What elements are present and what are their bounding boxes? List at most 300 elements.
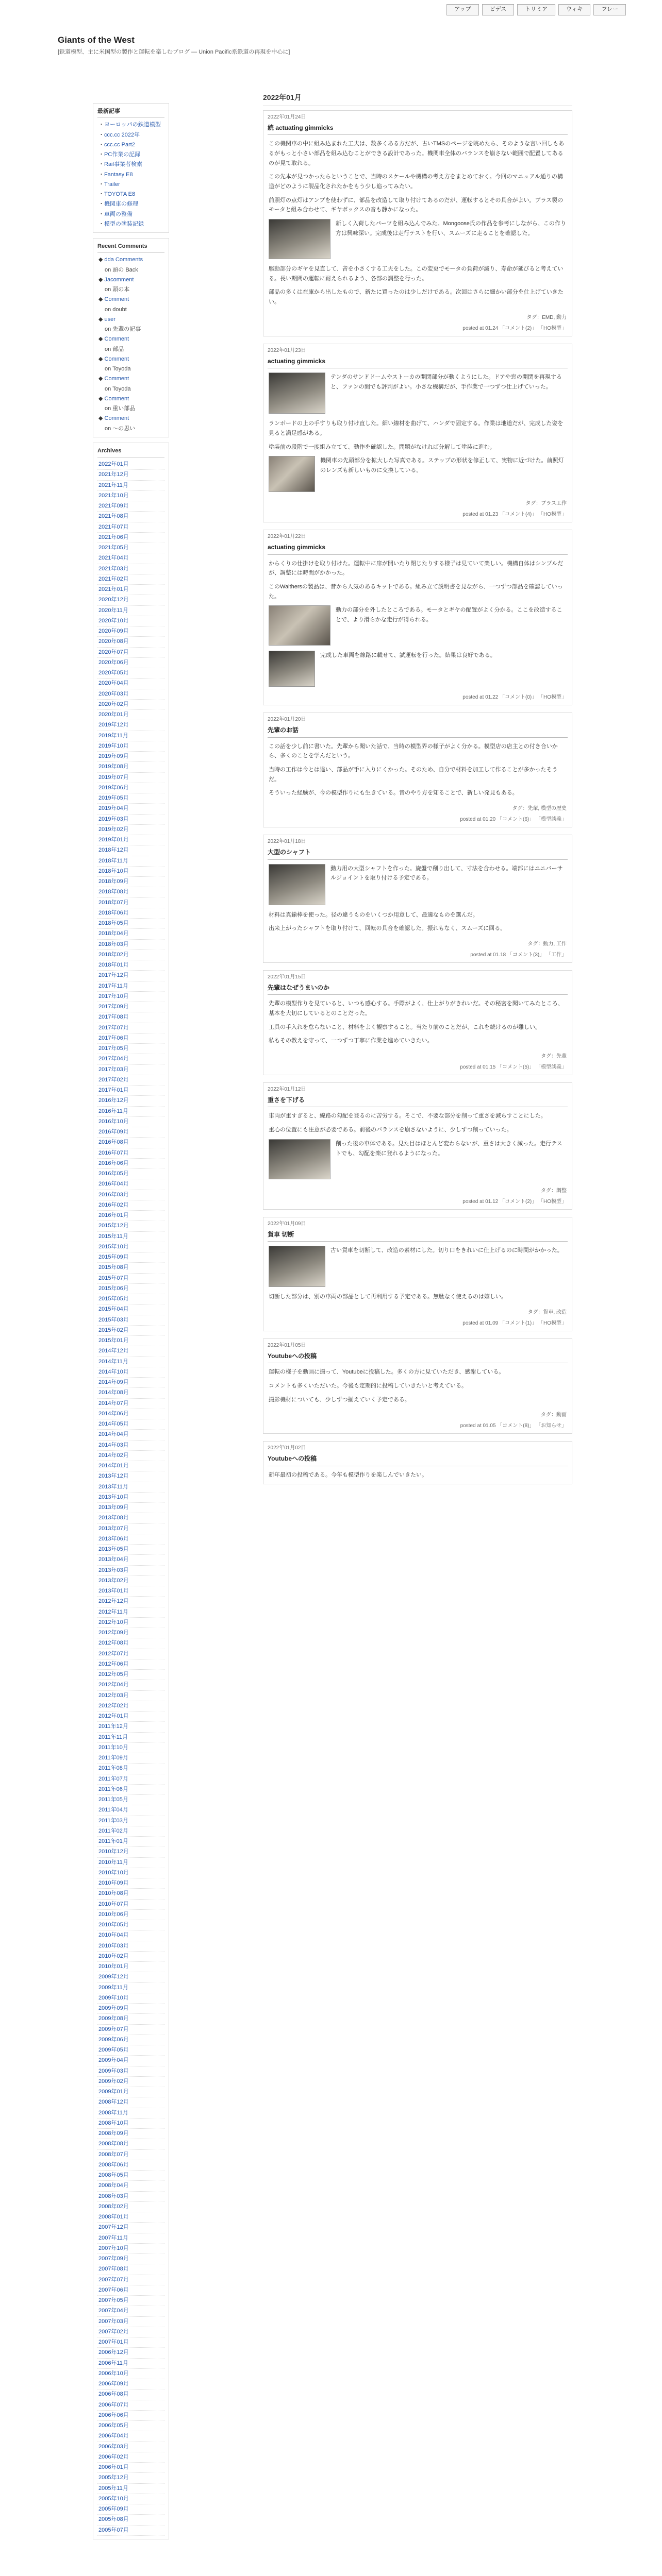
archive-link[interactable]: 2020年12月 xyxy=(98,597,129,603)
archive-link[interactable]: 2007年01月 xyxy=(98,2339,129,2345)
archive-link[interactable]: 2015年01月 xyxy=(98,1337,129,1344)
archive-link[interactable]: 2006年12月 xyxy=(98,2349,129,2356)
archive-item xyxy=(97,1962,164,1972)
archive-link[interactable]: 2010年07月 xyxy=(98,1901,129,1907)
archive-link[interactable]: 2018年02月 xyxy=(98,951,129,958)
archive-link[interactable]: 2012年03月 xyxy=(98,1692,129,1699)
archive-link[interactable]: 2006年06月 xyxy=(98,2412,129,2418)
post-date: 2022年01月02日 xyxy=(268,1445,306,1451)
archive-link[interactable]: 2008年02月 xyxy=(98,2203,129,2210)
post-title[interactable]: Youtubeへの投稿 xyxy=(268,1453,568,1466)
archive-link[interactable]: 2015年02月 xyxy=(98,1327,129,1333)
archive-link[interactable]: 2014年04月 xyxy=(98,1431,129,1438)
archive-link[interactable]: 2021年01月 xyxy=(98,586,129,592)
post-title[interactable]: 続 actuating gimmicks xyxy=(268,123,568,135)
archive-link[interactable]: 2020年11月 xyxy=(98,607,128,614)
archive-link[interactable]: 2010年06月 xyxy=(98,1911,129,1918)
archive-link[interactable]: 2008年06月 xyxy=(98,2161,129,2168)
archive-link[interactable]: 2009年09月 xyxy=(98,2005,129,2011)
archive-link[interactable]: 2009年01月 xyxy=(98,2089,129,2095)
archive-item xyxy=(97,2400,164,2411)
post-tags[interactable]: タグ：先輩, 模型の歴史 xyxy=(512,806,567,812)
archive-link[interactable]: 2010年08月 xyxy=(98,1890,129,1897)
archive-item xyxy=(97,1691,164,1701)
archive-link[interactable]: 2005年09月 xyxy=(98,2506,129,2512)
archive-link[interactable]: 2008年10月 xyxy=(98,2120,129,2126)
archive-link[interactable]: 2019年09月 xyxy=(98,753,129,759)
blog-title[interactable]: Giants of the West xyxy=(58,35,135,45)
archive-link[interactable]: 2020年06月 xyxy=(98,659,129,666)
recent-comment-author[interactable]: dda Comments xyxy=(104,257,143,263)
archive-link[interactable]: 2006年01月 xyxy=(98,2464,129,2470)
post-footer[interactable]: posted at 01.23 「コメント(4)」 「HO模型」 xyxy=(462,512,567,518)
archive-link[interactable]: 2009年11月 xyxy=(98,1984,128,1991)
archive-link[interactable]: 2020年09月 xyxy=(98,628,129,634)
sidebar xyxy=(93,103,169,2545)
archive-link[interactable]: 2014年02月 xyxy=(98,1452,129,1459)
archive-link[interactable]: 2021年11月 xyxy=(98,482,128,488)
post-footer[interactable]: posted at 01.15 「コメント(5)」 「模型談義」 xyxy=(460,1064,567,1071)
archive-link[interactable]: 2013年05月 xyxy=(98,1546,129,1552)
recent-comment-author[interactable]: Jacomment xyxy=(104,276,134,283)
post-tags[interactable]: タグ：ブラス工作 xyxy=(525,501,567,507)
archive-item xyxy=(97,2244,164,2254)
archive-link[interactable]: 2005年11月 xyxy=(98,2485,128,2492)
archive-link[interactable]: 2013年09月 xyxy=(98,1504,129,1511)
archive-link[interactable]: 2008年09月 xyxy=(98,2130,129,2137)
post-title[interactable]: 重さを下げる xyxy=(268,1095,568,1107)
archive-link[interactable]: 2021年02月 xyxy=(98,575,129,582)
archive-link[interactable]: 2012年08月 xyxy=(98,1640,129,1647)
archive-link[interactable]: 2021年08月 xyxy=(98,513,129,520)
archive-link[interactable]: 2010年11月 xyxy=(98,1859,128,1866)
archive-link[interactable]: 2011年02月 xyxy=(98,1827,128,1834)
archive-link[interactable]: 2010年10月 xyxy=(98,1869,129,1876)
archive-link[interactable]: 2013年10月 xyxy=(98,1494,129,1500)
post-photo[interactable] xyxy=(269,1246,325,1287)
archive-link[interactable]: 2016年11月 xyxy=(98,1108,128,1114)
archive-link[interactable]: 2020年03月 xyxy=(98,690,129,697)
archive-link[interactable]: 2020年01月 xyxy=(98,711,129,718)
archive-link[interactable]: 2009年02月 xyxy=(98,2078,129,2084)
archive-link[interactable]: 2010年04月 xyxy=(98,1932,129,1939)
archive-link[interactable]: 2011年01月 xyxy=(98,1838,128,1844)
archive-link[interactable]: 2015年08月 xyxy=(98,1264,129,1271)
archive-link[interactable]: 2013年12月 xyxy=(98,1473,129,1480)
archive-link[interactable]: 2014年05月 xyxy=(98,1421,129,1427)
archive-link[interactable]: 2020年07月 xyxy=(98,649,129,655)
archive-item xyxy=(97,1274,164,1284)
archive-item xyxy=(97,2014,164,2024)
archive-link[interactable]: 2012年06月 xyxy=(98,1660,129,1667)
archive-link[interactable]: 2008年05月 xyxy=(98,2172,129,2178)
recent-article-link[interactable]: 車両の整備 xyxy=(104,211,133,217)
archive-link[interactable]: 2017年06月 xyxy=(98,1035,129,1041)
archive-link[interactable]: 2007年04月 xyxy=(98,2308,129,2314)
archive-link[interactable]: 2012年07月 xyxy=(98,1650,129,1657)
recent-articles-box xyxy=(93,103,169,233)
archive-link[interactable]: 2012年01月 xyxy=(98,1713,129,1719)
post-photo[interactable] xyxy=(269,372,325,414)
recent-article-link[interactable]: 機関車の修理 xyxy=(104,201,138,208)
archive-link[interactable]: 2008年01月 xyxy=(98,2214,129,2220)
recent-comment-item: ◆ Comment xyxy=(98,376,129,382)
recent-article-link[interactable]: ccc.cc Part2 xyxy=(104,141,135,148)
post-tags[interactable]: タグ：調整 xyxy=(541,1188,567,1194)
archive-item xyxy=(97,1900,164,1910)
archive-link[interactable]: 2021年03月 xyxy=(98,565,129,572)
archive-link[interactable]: 2006年03月 xyxy=(98,2443,129,2450)
archive-link[interactable]: 2008年07月 xyxy=(98,2151,129,2158)
recent-article-link[interactable]: Fantasy E8 xyxy=(104,171,133,178)
post-title[interactable]: 先輩はなぜうまいのか xyxy=(268,982,568,995)
topnav-link-3[interactable]: ウィキ xyxy=(558,4,590,15)
recent-article-link[interactable]: TOYOTA E8 xyxy=(104,191,136,197)
recent-comment-target: on 重い部品 xyxy=(105,405,136,412)
archive-link[interactable]: 2016年06月 xyxy=(98,1160,129,1166)
archive-link[interactable]: 2018年01月 xyxy=(98,962,129,968)
topnav-link-1[interactable]: ビデス xyxy=(482,4,515,15)
archive-link[interactable]: 2018年05月 xyxy=(98,920,129,926)
archive-link[interactable]: 2019年03月 xyxy=(98,816,129,822)
archive-link[interactable]: 2014年10月 xyxy=(98,1368,129,1375)
archive-link[interactable]: 2017年04月 xyxy=(98,1056,129,1062)
archive-link[interactable]: 2014年07月 xyxy=(98,1400,129,1406)
archive-link[interactable]: 2011年05月 xyxy=(98,1797,128,1803)
archive-link[interactable]: 2012年05月 xyxy=(98,1671,129,1677)
archive-link[interactable]: 2018年06月 xyxy=(98,909,129,916)
recent-comment-target: on Toyoda xyxy=(105,385,131,392)
archive-link[interactable]: 2006年08月 xyxy=(98,2391,129,2398)
post-photo[interactable] xyxy=(269,605,330,646)
archive-link[interactable]: 2008年12月 xyxy=(98,2099,129,2106)
archive-link[interactable]: 2005年12月 xyxy=(98,2475,129,2481)
archive-link[interactable]: 2021年12月 xyxy=(98,471,129,478)
post-figure xyxy=(269,372,567,414)
archive-link[interactable]: 2008年03月 xyxy=(98,2193,129,2199)
archive-link[interactable]: 2017年05月 xyxy=(98,1045,129,1052)
archive-link[interactable]: 2016年08月 xyxy=(98,1139,129,1146)
archive-link[interactable]: 2006年09月 xyxy=(98,2381,129,2387)
archive-link[interactable]: 2009年04月 xyxy=(98,2057,129,2064)
archive-link[interactable]: 2019年08月 xyxy=(98,764,129,770)
post-footer[interactable]: posted at 01.12 「コメント(2)」 「HO模型」 xyxy=(462,1198,567,1205)
archive-link[interactable]: 2012年10月 xyxy=(98,1619,129,1625)
recent-article-link[interactable]: Rail事業者検索 xyxy=(104,161,142,168)
recent-comment-author[interactable]: Comment xyxy=(104,395,129,402)
archive-link[interactable]: 2006年10月 xyxy=(98,2370,129,2377)
post-tags[interactable]: タグ：先輩 xyxy=(541,1054,567,1060)
archive-link[interactable]: 2015年03月 xyxy=(98,1316,129,1323)
archive-item xyxy=(97,731,164,741)
archive-link[interactable]: 2017年01月 xyxy=(98,1087,129,1093)
archive-link[interactable]: 2021年04月 xyxy=(98,555,129,562)
archive-link[interactable]: 2016年03月 xyxy=(98,1191,129,1198)
archive-link[interactable]: 2021年09月 xyxy=(98,503,129,509)
archive-link[interactable]: 2008年08月 xyxy=(98,2141,129,2147)
archive-item xyxy=(97,1304,164,1315)
post-figure xyxy=(269,1139,567,1179)
archive-link[interactable]: 2007年12月 xyxy=(98,2224,129,2231)
archive-link[interactable]: 2017年08月 xyxy=(98,1014,129,1021)
topnav-link-0[interactable]: アップ xyxy=(446,4,478,15)
post-body xyxy=(263,372,572,492)
archive-link[interactable]: 2013年01月 xyxy=(98,1588,129,1594)
archive-item xyxy=(97,2317,164,2327)
recent-comment-author[interactable]: Comment xyxy=(104,296,129,303)
recent-article-link[interactable]: PC作業の記録 xyxy=(104,151,141,158)
archive-link[interactable]: 2020年02月 xyxy=(98,701,129,707)
post-title[interactable]: 大型のシャフト xyxy=(268,847,568,859)
recent-comment-author[interactable]: Comment xyxy=(104,336,129,343)
archive-link[interactable]: 2010年05月 xyxy=(98,1922,129,1928)
archive-link[interactable]: 2007年05月 xyxy=(98,2297,129,2303)
archive-link[interactable]: 2017年07月 xyxy=(98,1024,129,1031)
archive-link[interactable]: 2015年06月 xyxy=(98,1285,129,1292)
archive-link[interactable]: 2010年09月 xyxy=(98,1880,129,1886)
post-paragraph: 撮影機材についても、少しずつ揃えていく予定である。 xyxy=(269,1396,410,1403)
archive-link[interactable]: 2009年10月 xyxy=(98,1994,129,2001)
archive-item xyxy=(97,2056,164,2066)
archive-link[interactable]: 2011年07月 xyxy=(98,1775,128,1782)
archive-link[interactable]: 2013年06月 xyxy=(98,1535,129,1542)
archive-item xyxy=(97,1451,164,1461)
archive-link[interactable]: 2015年09月 xyxy=(98,1254,129,1260)
archive-link[interactable]: 2019年02月 xyxy=(98,826,129,833)
archive-link[interactable]: 2014年08月 xyxy=(98,1389,129,1396)
archive-link[interactable]: 2017年02月 xyxy=(98,1076,129,1083)
archive-link[interactable]: 2014年09月 xyxy=(98,1379,129,1385)
archive-link[interactable]: 2011年12月 xyxy=(98,1723,128,1730)
archive-link[interactable]: 2009年07月 xyxy=(98,2026,129,2032)
archive-link[interactable]: 2006年04月 xyxy=(98,2433,129,2439)
archive-link[interactable]: 2007年09月 xyxy=(98,2256,129,2262)
archive-item xyxy=(97,752,164,762)
post-footer[interactable]: posted at 01.09 「コメント(1)」 「HO模型」 xyxy=(462,1320,567,1326)
archive-link[interactable]: 2005年08月 xyxy=(98,2516,129,2523)
archive-link[interactable]: 2020年08月 xyxy=(98,638,129,645)
archive-link[interactable]: 2017年09月 xyxy=(98,1004,129,1010)
post-title[interactable]: Youtubeへの投稿 xyxy=(268,1351,568,1363)
archive-link[interactable]: 2008年04月 xyxy=(98,2182,129,2189)
post-figure xyxy=(269,651,567,687)
archive-link[interactable]: 2020年04月 xyxy=(98,680,129,687)
archive-link[interactable]: 2009年08月 xyxy=(98,2015,129,2022)
archive-link[interactable]: 2007年02月 xyxy=(98,2328,129,2335)
archive-link[interactable]: 2015年07月 xyxy=(98,1275,129,1281)
topnav-link-4[interactable]: フレー xyxy=(593,4,626,15)
post-photo[interactable] xyxy=(269,456,315,492)
archive-link[interactable]: 2019年12月 xyxy=(98,722,129,728)
post-photo[interactable] xyxy=(269,651,315,687)
post-tags[interactable]: タグ：貨車, 改造 xyxy=(527,1309,567,1315)
archive-link[interactable]: 2018年03月 xyxy=(98,941,129,947)
archive-link[interactable]: 2012年11月 xyxy=(98,1608,128,1615)
archive-link[interactable]: 2015年10月 xyxy=(98,1243,129,1250)
archive-link[interactable]: 2019年05月 xyxy=(98,795,129,801)
archive-link[interactable]: 2017年10月 xyxy=(98,993,129,999)
recent-comment-author[interactable]: Comment xyxy=(104,355,129,362)
post-title[interactable]: 先輩のお話 xyxy=(268,725,568,737)
recent-article-link[interactable]: 模型の塗装記録 xyxy=(104,221,144,227)
archive-link[interactable]: 2021年10月 xyxy=(98,492,129,499)
archive-link[interactable]: 2012年04月 xyxy=(98,1682,129,1688)
archive-link[interactable]: 2013年02月 xyxy=(98,1577,129,1584)
archive-link[interactable]: 2019年07月 xyxy=(98,774,129,781)
archive-link[interactable]: 2007年11月 xyxy=(98,2234,128,2241)
archive-link[interactable]: 2015年12月 xyxy=(98,1223,129,1229)
archive-link[interactable]: 2017年03月 xyxy=(98,1066,129,1073)
archive-link[interactable]: 2019年04月 xyxy=(98,805,129,812)
archive-link[interactable]: 2014年11月 xyxy=(98,1358,128,1365)
post-photo[interactable] xyxy=(269,1139,330,1179)
archive-link[interactable]: 2016年05月 xyxy=(98,1171,129,1177)
archive-link[interactable]: 2014年03月 xyxy=(98,1442,129,1448)
recent-article-link[interactable]: ヨーロッパの鉄道模型 xyxy=(104,122,161,128)
archive-item xyxy=(97,460,164,470)
archive-link[interactable]: 2018年09月 xyxy=(98,878,129,885)
archive-link[interactable]: 2011年09月 xyxy=(98,1755,128,1761)
archive-link[interactable]: 2016年04月 xyxy=(98,1181,129,1188)
archive-link[interactable]: 2020年05月 xyxy=(98,670,129,676)
archive-item xyxy=(97,1597,164,1607)
archive-link[interactable]: 2018年04月 xyxy=(98,930,129,937)
archive-link[interactable]: 2016年12月 xyxy=(98,1097,129,1104)
recent-comments-heading: Recent Comments xyxy=(97,242,164,253)
archive-link[interactable]: 2012年12月 xyxy=(98,1598,129,1605)
archive-link[interactable]: 2011年11月 xyxy=(98,1734,128,1740)
archive-link[interactable]: 2011年03月 xyxy=(98,1817,128,1824)
post-footer[interactable]: posted at 01.18 「コメント(3)」 「工作」 xyxy=(470,952,567,958)
post-tags[interactable]: タグ：動画 xyxy=(541,1412,567,1418)
archive-link[interactable]: 2014年12月 xyxy=(98,1348,129,1354)
recent-comment-item: ◆ Comment xyxy=(98,395,129,402)
archive-link[interactable]: 2005年07月 xyxy=(98,2527,129,2533)
archive-link[interactable]: 2005年10月 xyxy=(98,2495,129,2502)
post-photo[interactable] xyxy=(269,864,325,905)
archive-link[interactable]: 2016年01月 xyxy=(98,1212,129,1218)
recent-comment-author[interactable]: user xyxy=(104,316,115,323)
archive-link[interactable]: 2013年08月 xyxy=(98,1515,129,1521)
archive-link[interactable]: 2006年05月 xyxy=(98,2422,129,2429)
archive-link[interactable]: 2015年04月 xyxy=(98,1306,129,1313)
archive-link[interactable]: 2011年06月 xyxy=(98,1786,128,1792)
archive-link[interactable]: 2006年11月 xyxy=(98,2360,128,2366)
archive-link[interactable]: 2010年03月 xyxy=(98,1942,129,1949)
archive-item xyxy=(97,1826,164,1837)
post-title[interactable]: actuating gimmicks xyxy=(268,356,568,368)
archive-link[interactable]: 2009年05月 xyxy=(98,2047,129,2053)
recent-articles-heading: 最新記事 xyxy=(97,107,164,118)
archive-item xyxy=(97,533,164,543)
topnav-link-2[interactable]: トリミア xyxy=(517,4,555,15)
archive-link[interactable]: 2019年10月 xyxy=(98,742,129,749)
archive-link[interactable]: 2006年02月 xyxy=(98,2453,129,2460)
archive-link[interactable]: 2018年08月 xyxy=(98,889,129,895)
archive-link[interactable]: 2021年07月 xyxy=(98,523,129,530)
post-footer[interactable]: posted at 01.05 「コメント(8)」 「お知らせ」 xyxy=(460,1423,567,1429)
archive-link[interactable]: 2016年09月 xyxy=(98,1129,129,1135)
archive-link[interactable]: 2009年12月 xyxy=(98,1974,129,1980)
archive-link[interactable]: 2012年09月 xyxy=(98,1630,129,1636)
archive-item xyxy=(97,1586,164,1597)
archive-item xyxy=(97,2202,164,2212)
archive-link[interactable]: 2012年02月 xyxy=(98,1702,129,1709)
archive-link[interactable]: 2020年10月 xyxy=(98,617,129,624)
archive-link[interactable]: 2009年03月 xyxy=(98,2067,129,2074)
archive-link[interactable]: 2016年02月 xyxy=(98,1201,129,1208)
archive-link[interactable]: 2007年06月 xyxy=(98,2286,129,2293)
archive-link[interactable]: 2018年12月 xyxy=(98,847,129,854)
archive-link[interactable]: 2013年11月 xyxy=(98,1483,128,1490)
archive-link[interactable]: 2017年11月 xyxy=(98,982,128,989)
archive-link[interactable]: 2021年06月 xyxy=(98,534,129,540)
archive-item xyxy=(97,606,164,616)
archive-link[interactable]: 2019年01月 xyxy=(98,837,129,843)
archive-item xyxy=(97,2306,164,2316)
archive-link[interactable]: 2018年10月 xyxy=(98,868,129,874)
post-footer[interactable]: posted at 01.20 「コメント(6)」 「模型談義」 xyxy=(460,817,567,823)
archive-link[interactable]: 2019年11月 xyxy=(98,732,128,739)
archive-link[interactable]: 2019年06月 xyxy=(98,784,129,791)
archive-link[interactable]: 2009年06月 xyxy=(98,2036,129,2043)
archive-link[interactable]: 2007年08月 xyxy=(98,2266,129,2273)
archive-link[interactable]: 2018年11月 xyxy=(98,857,128,864)
post-photo[interactable] xyxy=(269,219,330,259)
archive-item xyxy=(97,1263,164,1273)
archive-link[interactable]: 2011年10月 xyxy=(98,1744,128,1751)
post-tags[interactable]: タグ：動力, 工作 xyxy=(527,941,567,947)
archive-link[interactable]: 2018年07月 xyxy=(98,899,129,906)
archive-link[interactable]: 2006年07月 xyxy=(98,2401,129,2408)
archive-link[interactable]: 2007年07月 xyxy=(98,2276,129,2283)
archive-link[interactable]: 2011年04月 xyxy=(98,1807,128,1814)
post-footer[interactable]: posted at 01.22 「コメント(0)」 「HO模型」 xyxy=(462,694,567,701)
archive-link[interactable]: 2015年05月 xyxy=(98,1296,129,1302)
archive-link[interactable]: 2014年06月 xyxy=(98,1410,129,1417)
archive-item xyxy=(97,595,164,605)
archive-link[interactable]: 2015年11月 xyxy=(98,1233,128,1240)
recent-comment-author[interactable]: Comment xyxy=(104,376,129,382)
archive-link[interactable]: 2011年08月 xyxy=(98,1765,128,1772)
archive-link[interactable]: 2017年12月 xyxy=(98,972,129,979)
post-title[interactable]: actuating gimmicks xyxy=(268,542,568,554)
archive-link[interactable]: 2007年10月 xyxy=(98,2245,129,2251)
archive-link[interactable]: 2016年10月 xyxy=(98,1118,129,1125)
archive-link[interactable]: 2010年02月 xyxy=(98,1953,129,1959)
archive-link[interactable]: 2016年07月 xyxy=(98,1149,129,1156)
recent-comment-author[interactable]: Comment xyxy=(104,415,129,422)
archive-link[interactable]: 2021年05月 xyxy=(98,545,129,551)
post-footer[interactable]: posted at 01.24 「コメント(2)」 「HO模型」 xyxy=(462,325,567,331)
archive-item xyxy=(97,689,164,700)
archive-link[interactable]: 2013年03月 xyxy=(98,1567,129,1573)
post-tags[interactable]: タグ：EMD, 動力 xyxy=(526,314,567,320)
archive-link[interactable]: 2010年12月 xyxy=(98,1849,129,1855)
archive-link[interactable]: 2013年04月 xyxy=(98,1556,129,1563)
recent-article-link[interactable]: ccc.cc 2022年 xyxy=(104,131,140,138)
archive-item xyxy=(97,637,164,647)
archive-link[interactable]: 2008年11月 xyxy=(98,2109,128,2116)
archive-item xyxy=(97,1190,164,1200)
post-title[interactable]: 貨車 切断 xyxy=(268,1229,568,1242)
archive-link[interactable]: 2010年01月 xyxy=(98,1963,129,1970)
recent-article-link[interactable]: Trailer xyxy=(104,181,120,188)
archive-link[interactable]: 2014年01月 xyxy=(98,1463,129,1469)
archive-link[interactable]: 2022年01月 xyxy=(98,461,129,467)
archive-link[interactable]: 2013年07月 xyxy=(98,1525,129,1532)
archive-link[interactable]: 2007年03月 xyxy=(98,2318,129,2325)
